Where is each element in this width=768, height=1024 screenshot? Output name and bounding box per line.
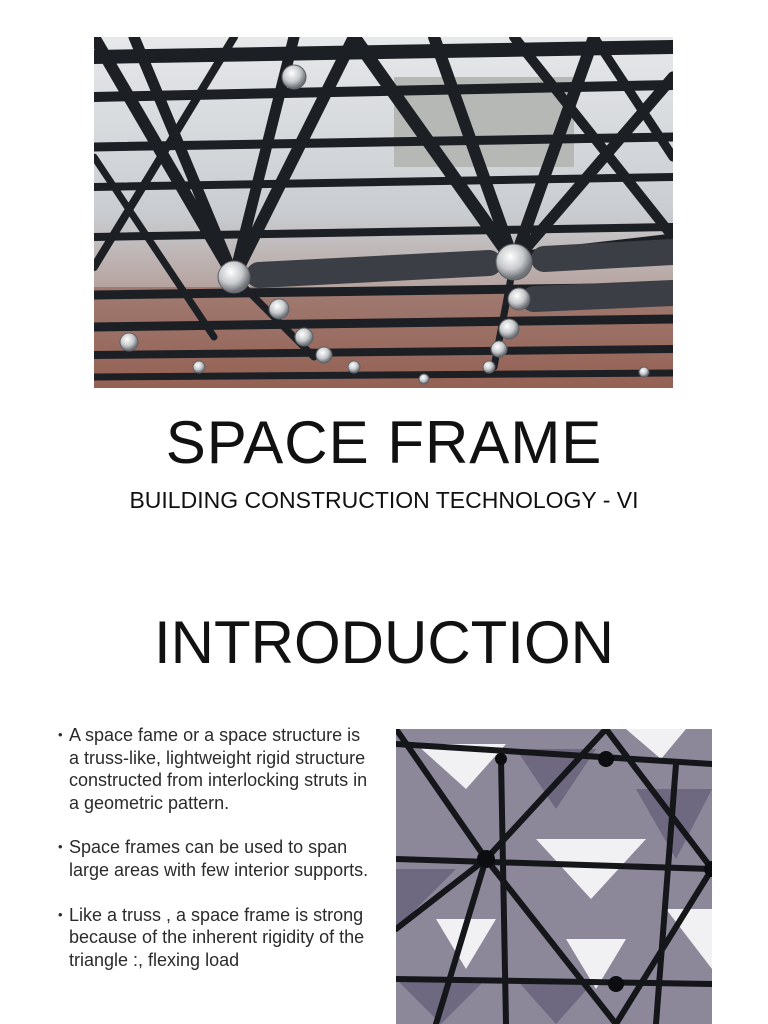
- bullet-text: A space fame or a space structure is a truss-like, lightweight rigid structure constructed from interlocking struts in a geometric pattern.: [69, 725, 368, 813]
- glass-roof-photo: [396, 729, 712, 1024]
- list-item: [58, 904, 370, 972]
- bullet-marker: •: [58, 906, 63, 922]
- space-frame-photo: [94, 37, 673, 388]
- bullet-text: Like a truss , a space frame is strong because of the inherent rigidity of the triangle :, flexing load: [69, 904, 365, 970]
- page-title: SPACE FRAME: [165, 409, 603, 476]
- list-item: [58, 836, 370, 881]
- list-item: [58, 724, 370, 814]
- section-heading: INTRODUCTION: [154, 609, 614, 676]
- bullet-list: [58, 724, 370, 993]
- bullet-marker: •: [58, 727, 63, 742]
- bullet-marker: •: [58, 839, 63, 855]
- page-subtitle: BUILDING CONSTRUCTION TECHNOLOGY - VI: [129, 487, 639, 513]
- bullet-text: Space frames can be used to span large areas with few interior supports.: [69, 837, 369, 880]
